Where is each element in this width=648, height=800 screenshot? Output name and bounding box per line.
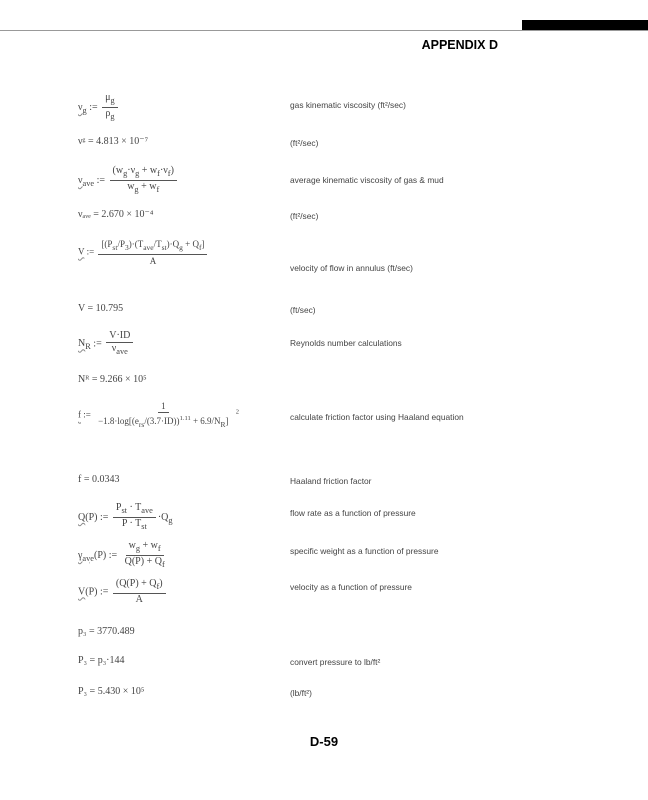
eq-desc: average kinematic viscosity of gas & mud: [290, 175, 444, 185]
eq-desc: (ft/sec): [290, 305, 316, 315]
eq-desc: (ft²/sec): [290, 211, 319, 221]
eq-math: V(P) := $\frac{(Q(P) + Q_f)}{A}$: [78, 578, 168, 606]
eq-desc: gas kinematic viscosity (ft²/sec): [290, 100, 406, 110]
header-rule: [0, 30, 648, 31]
eq-desc: (lb/ft²): [290, 688, 312, 698]
eq-math: p₃ = 3770.489: [78, 626, 135, 637]
eq-desc: Reynolds number calculations: [290, 338, 402, 348]
eq-desc: specific weight as a function of pressure: [290, 546, 439, 556]
eq-desc: (ft²/sec): [290, 138, 319, 148]
eq-math: $\gamma_{ave}(P)$ := $\frac{w_g + w_f}{Q(P) + Q_f}$: [78, 540, 165, 569]
eq-math: $N_R$ := V·ID $\nu_{ave}$: [78, 330, 135, 358]
eq-math: V := $[(P_{st}/P_3)\cdot(T_{ave}/T_{st})\cdot Q_g + Q_f]$ A: [78, 238, 209, 267]
eq-desc: calculate friction factor using Haaland equation: [290, 412, 464, 422]
appendix-title: APPENDIX D: [421, 38, 498, 52]
eq-desc: velocity of flow in annulus (ft/sec): [290, 263, 413, 273]
eq-math: f = 0.0343: [78, 474, 120, 485]
header-bar: [522, 20, 648, 30]
eq-math: $\nu_{ave}$ := $\frac{(w_g\cdot\nu_g + w_f\cdot\nu_f)}{w_g + w_f}$: [78, 165, 179, 196]
eq-math: Q(P) := $P_{st} \cdot T_{ave}$ $P \cdot T_{st}$ $\cdot Q_g$: [78, 502, 173, 531]
eq-math: f := 1 $-1.8\cdot\log[(e_{rs}/(3.7\cdot ID))^{1.11} + 6.9/N_R]$ $^2$: [78, 401, 240, 429]
eq-math: Nᴿ = 9.266 × 10⁵: [78, 374, 147, 385]
eq-math: P₃ = p₃·144: [78, 655, 125, 666]
eq-math: P₃ = 5.430 × 10⁵: [78, 686, 145, 697]
eq-desc: convert pressure to lb/ft²: [290, 657, 381, 667]
eq-desc: flow rate as a function of pressure: [290, 508, 416, 518]
eq-math: νₐᵥₑ = 2.670 × 10⁻⁴: [78, 209, 154, 220]
eq-math: $\nu_g$ := $\frac{\mu_g}{\rho_g}$: [78, 92, 120, 123]
eq-desc: velocity as a function of pressure: [290, 582, 412, 592]
eq-math: νᵍ = 4.813 × 10⁻⁷: [78, 136, 149, 147]
eq-math: V = 10.795: [78, 303, 124, 314]
eq-desc: Haaland friction factor: [290, 476, 372, 486]
page-number: D-59: [309, 734, 339, 749]
